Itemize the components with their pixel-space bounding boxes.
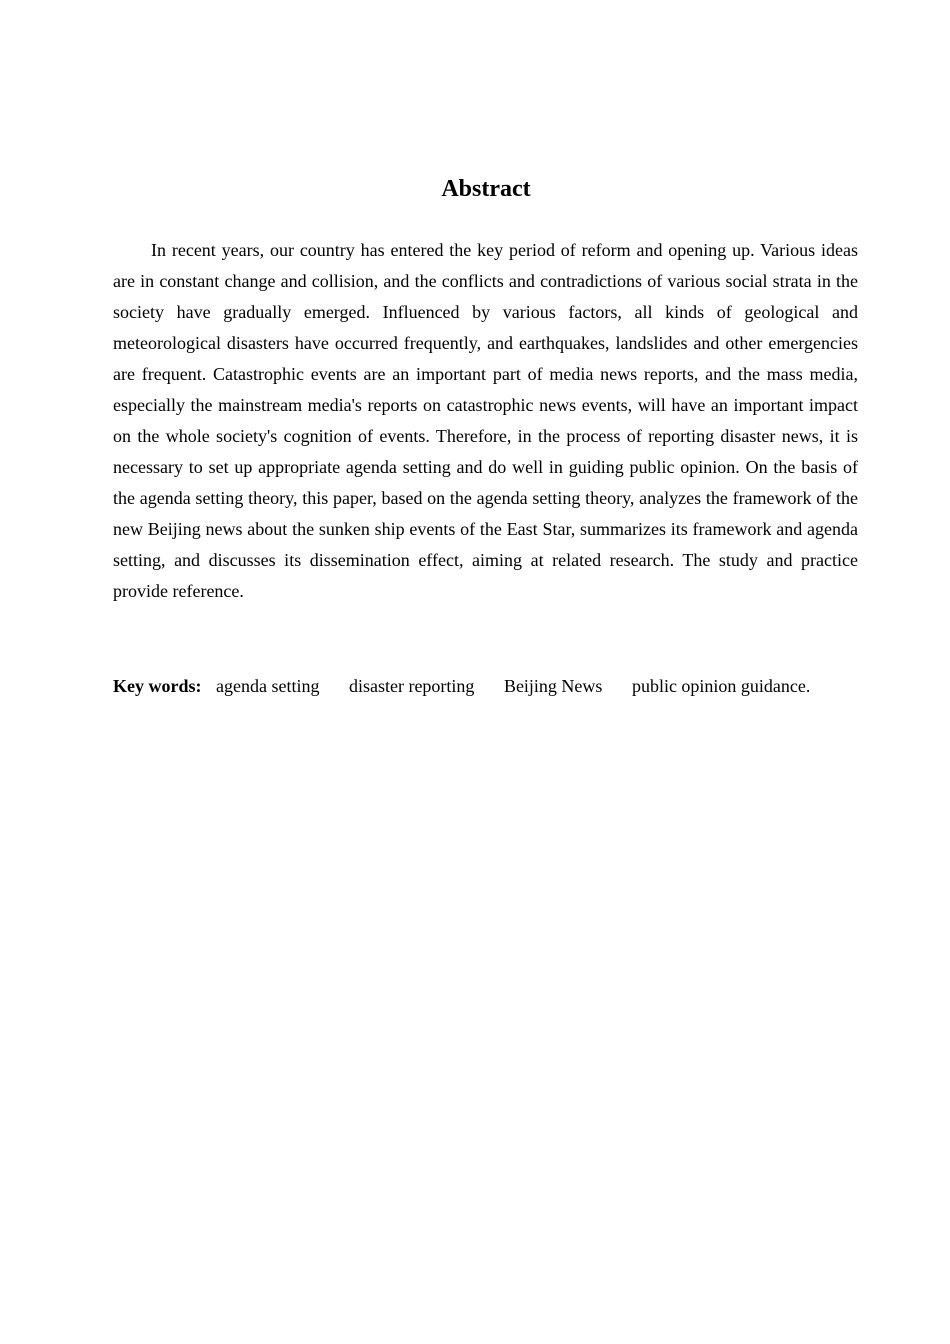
abstract-paragraph: In recent years, our country has entered the key period of reform and opening up. Various ideas are in constant change and collision, and the conflicts and contradictions of various social strata in the society have gradually emerged. Influenced by various factors, all kinds of geological and meteorological disasters have occurred frequently, and earthquakes, landslides and other emergencies are frequent. Catastrophic events are an important part of media news reports, and the mass media, especially the mainstream media's reports on catastrophic news events, will have an important impact on the whole society's cognition of events. Therefore, in the process of reporting disaster news, it is necessary to set up appropriate agenda setting and do well in guiding public opinion. On the basis of the agenda setting theory, this paper, based on the agenda setting theory, analyzes the framework of the new Beijing news about the sunken ship events of the East Star, summarizes its framework and agenda setting, and discusses its dissemination effect, aiming at related research. The study and practice provide reference. (113, 240, 858, 601)
keyword-term: disaster reporting (348, 676, 475, 696)
abstract-title: Abstract (441, 176, 531, 202)
keyword-term: public opinion guidance. (631, 676, 811, 696)
keyword-term: agenda setting (216, 676, 320, 696)
keywords-line (113, 671, 873, 702)
keyword-term: Beijing News (503, 676, 603, 696)
keywords-label: Key words: (113, 676, 202, 696)
